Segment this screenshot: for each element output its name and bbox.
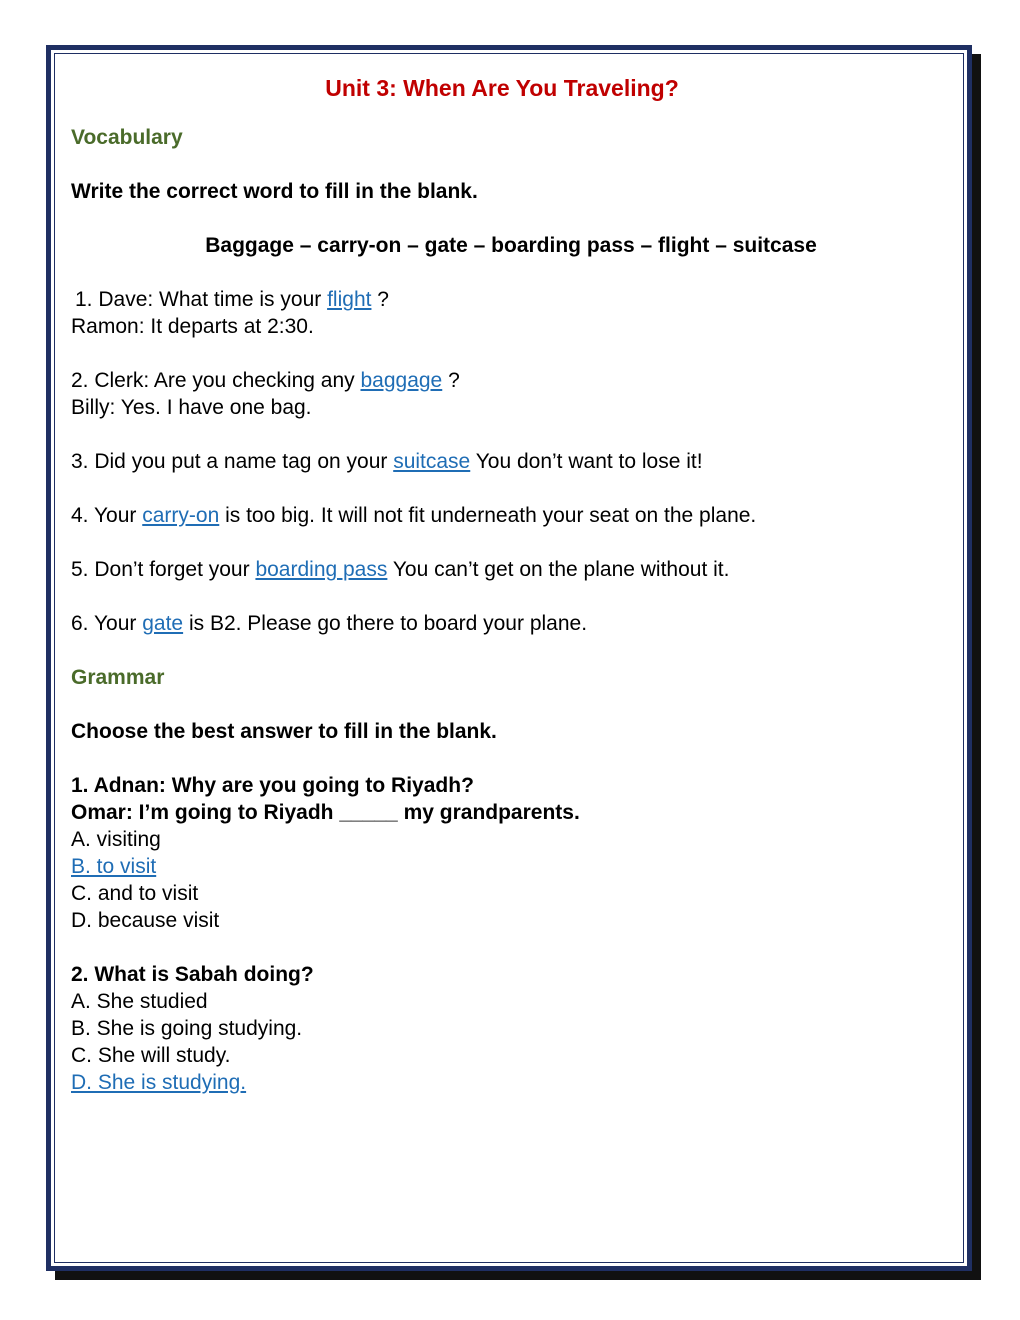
grammar-q2-option-b[interactable]: B. She is going studying. [71,1017,303,1040]
word-bank: Baggage – carry-on – gate – boarding pass – flight – suitcase [205,234,817,257]
vocab-item-2-question: 2. Clerk: Are you checking any baggage ? [71,369,460,392]
vocab-item-4: 4. Your carry-on is too big. It will not fit underneath your seat on the plane. [71,504,757,527]
vocab-answer-1[interactable]: flight [327,288,372,311]
page-title: Unit 3: When Are You Traveling? [325,75,679,101]
vocab-answer-3[interactable]: suitcase [393,450,471,473]
vocab-answer-2[interactable]: baggage [360,369,443,392]
grammar-heading: Grammar [71,666,165,689]
vocab-item-5: 5. Don’t forget your boarding pass You can’t get on the plane without it. [71,558,730,581]
vocab-item-6: 6. Your gate is B2. Please go there to board your plane. [71,612,588,635]
grammar-q1-option-b-answer[interactable]: B. to visit [71,855,157,878]
vocab-item-3: 3. Did you put a name tag on your suitcase You don’t want to lose it! [71,450,703,473]
vocab-answer-4[interactable]: carry-on [142,504,220,527]
grammar-q2-line1: 2. What is Sabah doing? [71,963,314,986]
grammar-q2-option-a[interactable]: A. She studied [71,990,208,1013]
vocab-answer-6[interactable]: gate [142,612,184,635]
vocab-item-1 [71,286,951,340]
vocab-item-2-reply: Billy: Yes. I have one bag. [71,396,312,419]
grammar-q1-option-c[interactable]: C. and to visit [71,882,199,905]
grammar-q1-line1: 1. Adnan: Why are you going to Riyadh? [71,774,474,797]
grammar-instruction: Choose the best answer to fill in the blank. [71,720,497,743]
vocabulary-instruction: Write the correct word to fill in the blank. [71,180,478,203]
grammar-q1-line2: Omar: I’m going to Riyadh _____ my grandparents. [71,801,580,824]
vocab-item-1-reply: Ramon: It departs at 2:30. [71,315,314,338]
grammar-q2-option-d-answer[interactable]: D. She is studying. [71,1071,247,1094]
grammar-q1-option-d[interactable]: D. because visit [71,909,220,932]
grammar-question-1 [71,772,951,934]
vocab-item-2 [71,367,951,421]
vocab-item-1-question: 1. Dave: What time is your flight ? [75,288,389,311]
grammar-question-2 [71,961,951,1096]
grammar-q2-option-c[interactable]: C. She will study. [71,1044,231,1067]
worksheet [71,70,951,1096]
vocab-answer-5[interactable]: boarding pass [255,558,388,581]
grammar-q1-option-a[interactable]: A. visiting [71,828,161,851]
vocabulary-heading: Vocabulary [71,126,183,149]
